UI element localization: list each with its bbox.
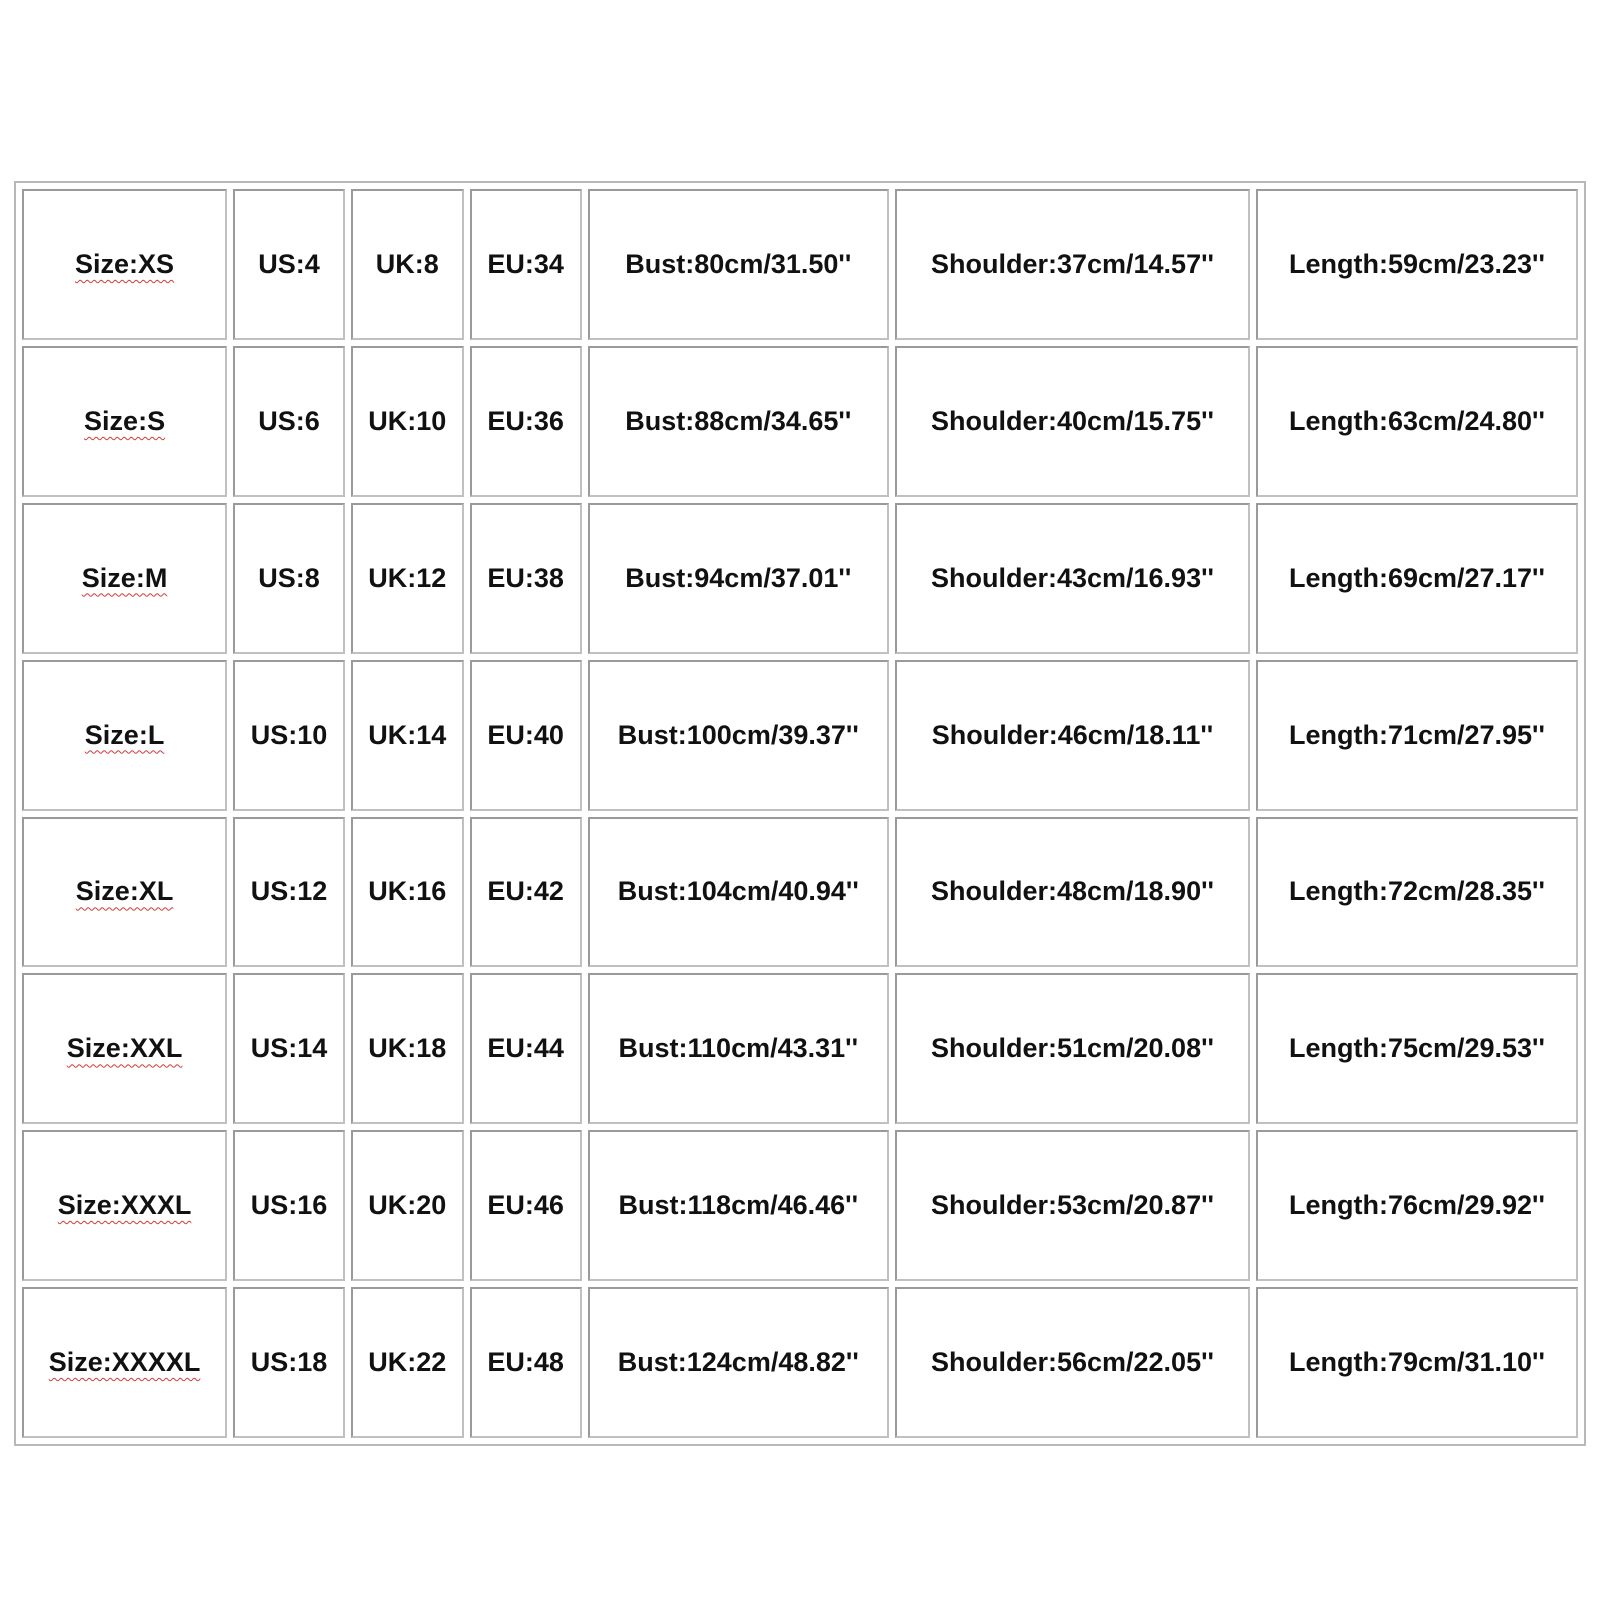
size-label: Size:XXXXL <box>48 1347 201 1378</box>
uk-size-cell: UK:16 <box>351 817 464 968</box>
us-size-cell: US:14 <box>233 973 345 1124</box>
length-cell: Length:79cm/31.10'' <box>1256 1287 1578 1438</box>
table-row <box>22 660 1578 811</box>
shoulder-cell: Shoulder:37cm/14.57'' <box>895 189 1250 340</box>
length-cell: Length:75cm/29.53'' <box>1256 973 1578 1124</box>
us-size-cell: US:18 <box>233 1287 345 1438</box>
size-cell <box>22 1130 227 1281</box>
bust-cell: Bust:124cm/48.82'' <box>588 1287 890 1438</box>
uk-size-cell: UK:10 <box>351 346 464 497</box>
shoulder-cell: Shoulder:53cm/20.87'' <box>895 1130 1250 1281</box>
length-cell: Length:76cm/29.92'' <box>1256 1130 1578 1281</box>
eu-size-cell: EU:42 <box>470 817 582 968</box>
size-label: Size:L <box>84 719 165 750</box>
size-label: Size:XXXL <box>57 1190 192 1221</box>
eu-size-cell: EU:36 <box>470 346 582 497</box>
size-cell <box>22 189 227 340</box>
bust-cell: Bust:118cm/46.46'' <box>588 1130 890 1281</box>
length-cell: Length:71cm/27.95'' <box>1256 660 1578 811</box>
bust-cell: Bust:94cm/37.01'' <box>588 503 890 654</box>
table-row <box>22 503 1578 654</box>
shoulder-cell: Shoulder:48cm/18.90'' <box>895 817 1250 968</box>
table-row <box>22 346 1578 497</box>
size-label: Size:S <box>84 405 166 436</box>
uk-size-cell: UK:12 <box>351 503 464 654</box>
table-row <box>22 189 1578 340</box>
eu-size-cell: EU:34 <box>470 189 582 340</box>
uk-size-cell: UK:18 <box>351 973 464 1124</box>
us-size-cell: US:16 <box>233 1130 345 1281</box>
bust-cell: Bust:80cm/31.50'' <box>588 189 890 340</box>
us-size-cell: US:8 <box>233 503 345 654</box>
shoulder-cell: Shoulder:43cm/16.93'' <box>895 503 1250 654</box>
uk-size-cell: UK:22 <box>351 1287 464 1438</box>
table-row <box>22 1287 1578 1438</box>
uk-size-cell: UK:8 <box>351 189 464 340</box>
size-cell <box>22 346 227 497</box>
uk-size-cell: UK:14 <box>351 660 464 811</box>
shoulder-cell: Shoulder:56cm/22.05'' <box>895 1287 1250 1438</box>
shoulder-cell: Shoulder:46cm/18.11'' <box>895 660 1250 811</box>
size-label: Size:XXL <box>66 1033 183 1064</box>
bust-cell: Bust:104cm/40.94'' <box>588 817 890 968</box>
bust-cell: Bust:100cm/39.37'' <box>588 660 890 811</box>
us-size-cell: US:10 <box>233 660 345 811</box>
us-size-cell: US:12 <box>233 817 345 968</box>
table-row <box>22 1130 1578 1281</box>
eu-size-cell: EU:48 <box>470 1287 582 1438</box>
size-label: Size:XL <box>75 876 174 907</box>
size-cell <box>22 973 227 1124</box>
eu-size-cell: EU:44 <box>470 973 582 1124</box>
size-cell <box>22 660 227 811</box>
eu-size-cell: EU:38 <box>470 503 582 654</box>
size-chart-table <box>14 181 1586 1446</box>
eu-size-cell: EU:46 <box>470 1130 582 1281</box>
shoulder-cell: Shoulder:40cm/15.75'' <box>895 346 1250 497</box>
table-row <box>22 973 1578 1124</box>
length-cell: Length:72cm/28.35'' <box>1256 817 1578 968</box>
shoulder-cell: Shoulder:51cm/20.08'' <box>895 973 1250 1124</box>
length-cell: Length:63cm/24.80'' <box>1256 346 1578 497</box>
eu-size-cell: EU:40 <box>470 660 582 811</box>
table-row <box>22 817 1578 968</box>
size-cell <box>22 1287 227 1438</box>
size-label: Size:M <box>81 562 168 593</box>
bust-cell: Bust:110cm/43.31'' <box>588 973 890 1124</box>
size-cell <box>22 503 227 654</box>
size-chart-body <box>22 189 1578 1438</box>
length-cell: Length:69cm/27.17'' <box>1256 503 1578 654</box>
us-size-cell: US:4 <box>233 189 345 340</box>
size-cell <box>22 817 227 968</box>
length-cell: Length:59cm/23.23'' <box>1256 189 1578 340</box>
us-size-cell: US:6 <box>233 346 345 497</box>
size-label: Size:XS <box>75 248 175 279</box>
bust-cell: Bust:88cm/34.65'' <box>588 346 890 497</box>
uk-size-cell: UK:20 <box>351 1130 464 1281</box>
